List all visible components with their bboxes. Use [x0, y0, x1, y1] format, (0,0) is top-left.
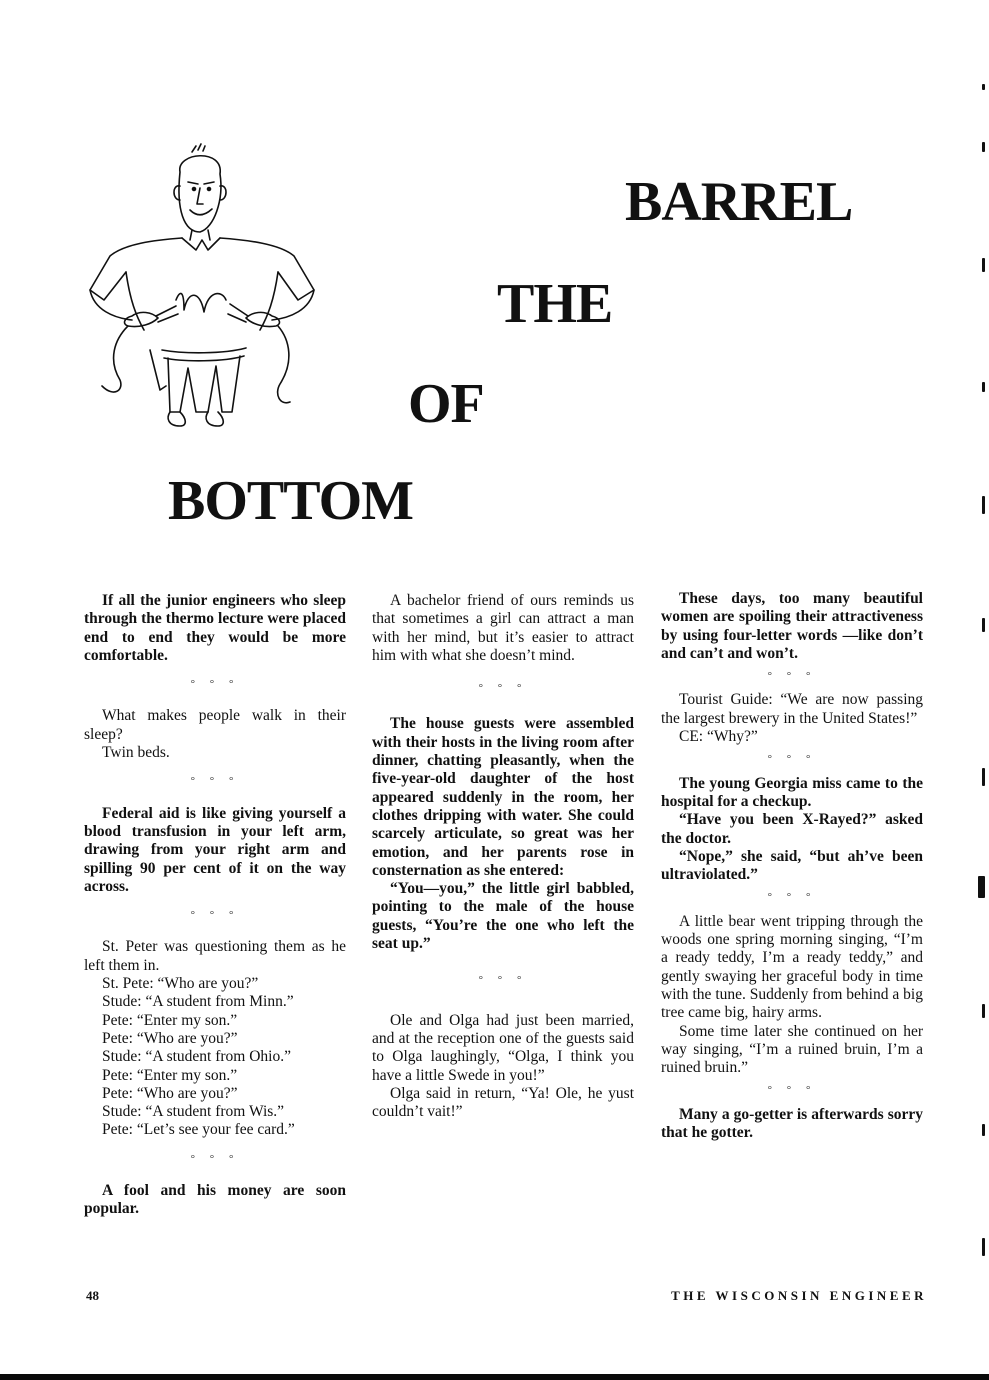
joke-house-guests-p2: “You—you,” the little girl babbled, pointing to the male of the house guests, “You’re the one who left the seat up.” — [372, 880, 634, 953]
joke-fool-money: A fool and his money are soon popular. — [84, 1182, 346, 1218]
joke-georgia-p1: The young Georgia miss came to the hospital for a checkup. — [661, 774, 923, 810]
separator: ° ° ° — [478, 682, 528, 695]
title-word-barrel: BARREL — [625, 171, 853, 233]
page-number: 48 — [86, 1288, 99, 1303]
joke-ole-olga-p1: Ole and Olga had just been married, and at the reception one of the guests said to Olga laughingly, “Olga, I think you have a little Swede in you!” — [372, 1011, 634, 1084]
joke-sleeping-engineers: If all the junior engineers who sleep through the thermo lecture were placed end to end they would be more comfortable. — [84, 592, 346, 664]
scan-edge-mark — [982, 496, 985, 514]
scan-edge-mark — [982, 142, 985, 152]
dialogue-line: St. Pete: “Who are you?” — [102, 975, 259, 993]
separator: ° ° ° — [190, 775, 240, 788]
dialogue-line: Pete: “Who are you?” — [102, 1084, 238, 1102]
magazine-title: THE WISCONSIN ENGINEER — [671, 1288, 927, 1303]
dialogue-line: Pete: “Let’s see your fee card.” — [102, 1121, 295, 1139]
separator: ° ° ° — [190, 678, 240, 691]
scan-edge-mark — [982, 1124, 985, 1136]
scan-edge-mark — [982, 258, 985, 272]
separator: ° ° ° — [478, 974, 528, 987]
title-word-the: THE — [497, 273, 613, 335]
joke-go-getter: Many a go-getter is afterwards sorry that he gotter. — [661, 1105, 923, 1142]
dialogue-line: Pete: “Enter my son.” — [102, 1066, 238, 1084]
bottom-scan-border — [0, 1374, 989, 1380]
dialogue-line: Pete: “Enter my son.” — [102, 1011, 238, 1029]
joke-tourist-ce: CE: “Why?” — [679, 728, 758, 746]
column-middle — [372, 592, 634, 1121]
scan-edge-mark — [982, 382, 985, 392]
column-right — [661, 590, 923, 1142]
joke-ready-teddy-p1: A little bear went tripping through the woods one spring morning singing, “I’m a ready teddy, I’m a ready teddy,” and gently swaying her graceful body in time with the tune. Suddenly from behind a big tree came big, hairy arms. — [661, 912, 923, 1022]
separator: ° ° ° — [767, 891, 817, 904]
joke-tourist-guide: Tourist Guide: “We are now passing the largest brewery in the United States!” — [661, 691, 923, 727]
scan-edge-mark — [978, 876, 985, 898]
joke-georgia-p3: “Nope,” she said, “but ah’ve been ultraviolated.” — [661, 847, 923, 884]
dialogue-line: Stude: “A student from Wis.” — [102, 1103, 285, 1121]
title-word-of: OF — [408, 373, 484, 435]
joke-ready-teddy-p2: Some time later she continued on her way singing, “I’m a ruined bruin, I’m a ruined bruin.” — [661, 1022, 923, 1077]
separator: ° ° ° — [767, 670, 817, 683]
separator: ° ° ° — [767, 753, 817, 766]
cartoon-man-illustration — [84, 140, 324, 440]
separator: ° ° ° — [767, 1084, 817, 1097]
cartoon-man-cutting-wires-icon — [84, 140, 324, 440]
joke-twin-beds-question: What makes people walk in their sleep? — [84, 707, 346, 743]
dialogue-line: Stude: “A student from Minn.” — [102, 993, 294, 1011]
title-word-bottom: BOTTOM — [168, 470, 414, 532]
joke-federal-aid: Federal aid is like giving yourself a blood transfusion in your left arm, drawing from your right arm and spilling 90 per cent of it on the way across. — [84, 804, 346, 895]
joke-four-letter-words: These days, too many beautiful women are spoiling their attractiveness by using four-letter words —like don’t and can’t and won’t. — [661, 590, 923, 662]
scan-edge-mark — [982, 84, 985, 90]
scan-edge-mark — [982, 1004, 985, 1018]
separator: ° ° ° — [190, 1152, 240, 1165]
joke-st-peter-intro: St. Peter was questioning them as he left them in. — [84, 938, 346, 974]
joke-twin-beds-answer: Twin beds. — [102, 744, 170, 762]
scan-edge-mark — [982, 1238, 985, 1256]
joke-bachelor-friend: A bachelor friend of ours reminds us that sometimes a girl can attract a man with her mind, but it’s easier to attract him with what she doesn’t mind. — [372, 592, 634, 664]
dialogue-line: Stude: “A student from Ohio.” — [102, 1048, 291, 1066]
dialogue-line: Pete: “Who are you?” — [102, 1029, 238, 1047]
column-left — [84, 592, 346, 1219]
scan-edge-mark — [982, 618, 985, 632]
scan-edge-mark — [982, 768, 985, 786]
joke-georgia-p2: “Have you been X-Rayed?” asked the doctor. — [661, 811, 923, 847]
joke-ole-olga-p2: Olga said in return, “Ya! Ole, he yust couldn’t vait!” — [372, 1084, 634, 1121]
separator: ° ° ° — [190, 909, 240, 922]
joke-house-guests-p1: The house guests were assembled with their hosts in the living room after dinner, chatting pleasantly, when the five-year-old daughter of the host appeared suddenly in the room, her clothes dripping with water. She could scarcely articulate, so great was her emotion, and her parents rose in consternation as she entered: — [372, 715, 634, 879]
